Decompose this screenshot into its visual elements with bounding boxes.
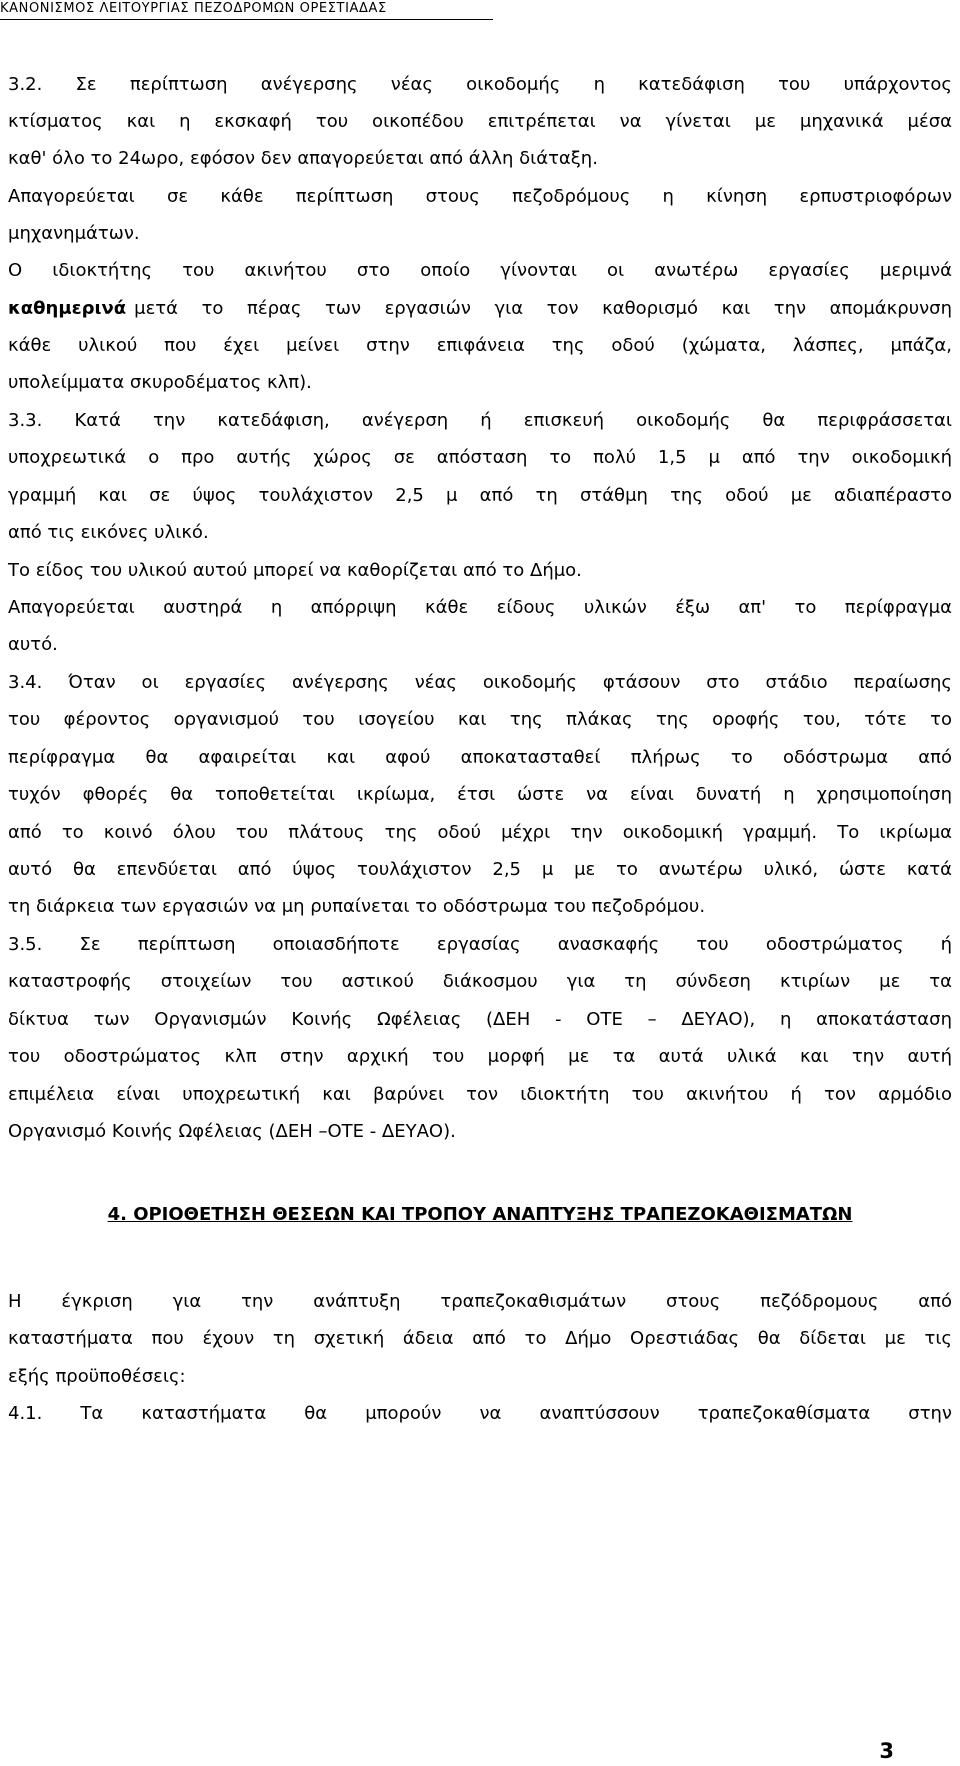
paragraph-line: τη διάρκεια των εργασιών να μη ρυπαίνεται το οδόστρωμα του πεζοδρόμου.	[8, 896, 706, 917]
paragraph-line: Απαγορεύεται αυστηρά η απόρριψη κάθε είδους υλικών έξω απ' το περίφραγμα	[8, 597, 952, 618]
page-number: 3	[879, 1739, 894, 1763]
paragraph-line: εξής προϋποθέσεις:	[8, 1366, 186, 1387]
paragraph-line: γραμμή και σε ύψος τουλάχιστον 2,5 μ από τη στάθμη της οδού με αδιαπέραστο	[8, 485, 952, 506]
paragraph-line: Η έγκριση για την ανάπτυξη τραπεζοκαθισμάτων στους πεζόδρομους από	[8, 1291, 952, 1312]
paragraph-line: κάθε υλικού που έχει μείνει στην επιφάνεια της οδού (χώματα, λάσπες, μπάζα,	[8, 335, 952, 356]
running-header: ΚΑΝΟΝΙΣΜΟΣ ΛΕΙΤΟΥΡΓΙΑΣ ΠΕΖΟΔΡΟΜΩΝ ΟΡΕΣΤΙΑΔΑΣ	[0, 1, 387, 16]
section-heading: 4. ΟΡΙΟΘΕΤΗΣΗ ΘΕΣΕΩΝ ΚΑΙ ΤΡΟΠΟΥ ΑΝΑΠΤΥΞΗΣ ΤΡΑΠΕΖΟΚΑΘΙΣΜΑΤΩΝ	[107, 1204, 853, 1225]
paragraph-line: αυτό θα επενδύεται από ύψος τουλάχιστον 2,5 μ με το ανωτέρω υλικό, ώστε κατά	[8, 859, 952, 880]
paragraph-line: κτίσματος και η εκσκαφή του οικοπέδου επιτρέπεται να γίνεται με μηχανικά μέσα	[8, 111, 952, 132]
paragraph-line: υποχρεωτικά ο προ αυτής χώρος σε απόσταση το πολύ 1,5 μ από την οικοδομική	[8, 447, 952, 468]
paragraph-line: καταστροφής στοιχείων του αστικού διάκοσμου για τη σύνδεση κτιρίων με τα	[8, 971, 952, 992]
paragraph-line: 3.2. Σε περίπτωση ανέγερσης νέας οικοδομής η κατεδάφιση του υπάρχοντος	[8, 74, 952, 95]
paragraph-line: 3.5. Σε περίπτωση οποιασδήποτε εργασίας ανασκαφής του οδοστρώματος ή	[8, 934, 952, 955]
paragraph-line: δίκτυα των Οργανισμών Κοινής Ωφέλειας (ΔΕΗ - ΟΤΕ – ΔΕΥΑΟ), η αποκατάσταση	[8, 1009, 952, 1030]
paragraph-line: 3.3. Κατά την κατεδάφιση, ανέγερση ή επισκευή οικοδομής θα περιφράσσεται	[8, 410, 952, 431]
paragraph-line: αυτό.	[8, 634, 58, 655]
emphasis-word: καθημερινά	[8, 298, 127, 319]
header-rule	[0, 19, 493, 20]
paragraph-line: περίφραγμα θα αφαιρείται και αφού αποκατασταθεί πλήρως το οδόστρωμα από	[8, 747, 952, 768]
paragraph-line	[8, 296, 952, 322]
paragraph-line: τυχόν φθορές θα τοποθετείται ικρίωμα, έτσι ώστε να είναι δυνατή η χρησιμοποίηση	[8, 784, 952, 805]
paragraph-line: 4.1. Τα καταστήματα θα μπορούν να αναπτύσσουν τραπεζοκαθίσματα στην	[8, 1403, 952, 1424]
paragraph-line: από το κοινό όλου του πλάτους της οδού μέχρι την οικοδομική γραμμή. Το ικρίωμα	[8, 822, 952, 843]
paragraph-line: του οδοστρώματος κλπ στην αρχική του μορφή με τα αυτά υλικά και την αυτή	[8, 1046, 952, 1067]
paragraph-line: του φέροντος οργανισμού του ισογείου και της πλάκας της οροφής του, τότε το	[8, 709, 952, 730]
paragraph-line: Απαγορεύεται σε κάθε περίπτωση στους πεζοδρόμους η κίνηση ερπυστριοφόρων	[8, 186, 952, 207]
paragraph-line: Το είδος του υλικού αυτού μπορεί να καθορίζεται από το Δήμο.	[8, 560, 582, 581]
paragraph-line: μηχανημάτων.	[8, 223, 140, 244]
paragraph-line: υπολείμματα σκυροδέματος κλπ).	[8, 372, 312, 393]
paragraph-line-text: μετά το πέρας των εργασιών για τον καθορισμό και την απομάκρυνση	[134, 298, 952, 319]
paragraph-line: επιμέλεια είναι υποχρεωτική και βαρύνει τον ιδιοκτήτη του ακινήτου ή τον αρμόδιο	[8, 1084, 952, 1105]
paragraph-line: καθ' όλο το 24ωρο, εφόσον δεν απαγορεύεται από άλλη διάταξη.	[8, 148, 598, 169]
paragraph-line: καταστήματα που έχουν τη σχετική άδεια από το Δήμο Ορεστιάδας θα δίδεται με τις	[8, 1328, 952, 1349]
paragraph-line: Οργανισμό Κοινής Ωφέλειας (ΔΕΗ –ΟΤΕ - ΔΕΥΑΟ).	[8, 1121, 456, 1142]
paragraph-line: 3.4. Όταν οι εργασίες ανέγερσης νέας οικοδομής φτάσουν στο στάδιο περαίωσης	[8, 672, 952, 693]
paragraph-line: από τις εικόνες υλικό.	[8, 522, 209, 543]
paragraph-line: Ο ιδιοκτήτης του ακινήτου στο οποίο γίνονται οι ανωτέρω εργασίες μεριμνά	[8, 260, 952, 281]
